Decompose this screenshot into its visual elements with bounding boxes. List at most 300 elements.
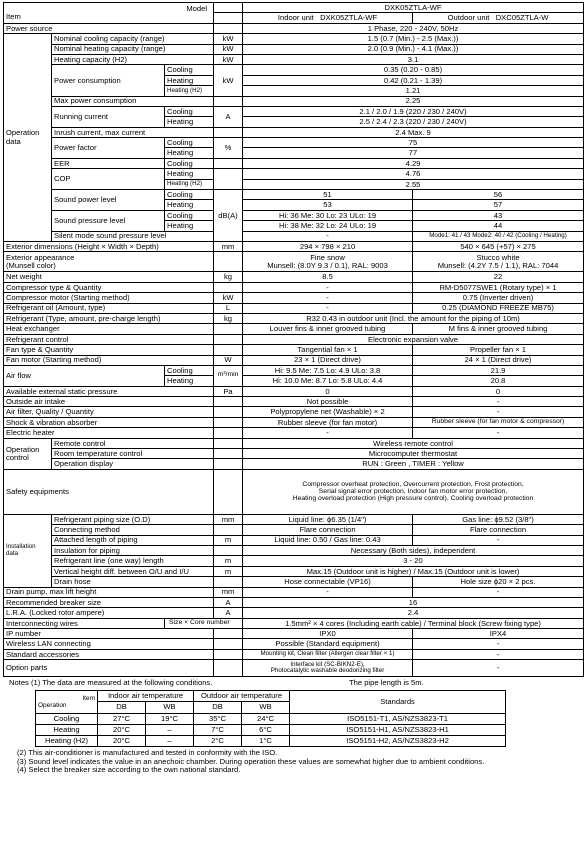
mode: Heating [165,117,214,127]
indoor-value: - [243,303,413,313]
label: Drain pump, max lift height [4,587,214,597]
mode: Cooling [165,210,214,220]
label: Outside air intake [4,397,214,407]
mode: Cooling [165,106,214,116]
label: Inrush current, max current [52,127,214,137]
indoor-value: 8.5 [243,272,413,282]
item-label: Item [6,11,21,21]
indoor-value: - [243,293,413,303]
outdoor-value: Propeller fan × 1 [413,345,584,355]
unit-header-2 [214,13,243,23]
l3: Heating overload protection (High pressure control), Cooling overload protection [292,495,534,503]
value: 4.29 [243,158,584,168]
label: Heat exchanger [4,324,214,334]
unit: Pa [214,386,243,396]
table-row [4,407,584,417]
table-row [4,629,584,639]
empty [214,252,243,272]
indoor-value [243,252,413,272]
label: Net weight [4,272,214,282]
unit: A [214,608,243,618]
note-4: (4) Select the breaker size according to the own national standard. [17,765,241,775]
l2: Serial signal error protection, Indoor fan motor error protection, [318,488,508,496]
label: Compressor motor (Starting method) [4,293,214,303]
cond-operation: Operation [38,701,67,709]
empty [214,23,243,33]
indoor-value: 23 × 1 (Direct drive) [243,355,413,365]
value: Electronic expansion valve [243,334,584,344]
table-row [36,735,506,746]
table-row [4,252,584,272]
cond-cell: 35°C [194,713,242,724]
empty [214,169,243,190]
empty [214,525,243,535]
table-row [4,231,584,241]
l2: Photocatalytic washable deodorizing filter [270,667,385,675]
value: Gas line: ϕ9.52 (3/8") [413,514,584,524]
value: 0.35 (0.20 - 0.85) [243,65,584,75]
label: Safety equipments [4,469,214,514]
unit [214,649,243,659]
value [243,469,584,514]
indoor-value: Not possible [243,397,413,407]
indoor-value: Possible (Standard equipment) [243,639,413,649]
unit: m [214,535,243,545]
mode: Heating [165,169,214,179]
value: 21.9 [413,365,584,375]
unit [214,428,243,438]
label: Air filter, Quality / Quantity [4,407,214,417]
label: Insulation for piping [52,545,214,555]
cond-wb: WB [146,702,194,714]
label: Silent mode sound pressure level [52,231,214,241]
table-row [4,138,584,148]
empty [214,158,243,168]
value: Max.15 (Outdoor unit is higher) / Max.15 (Outdoor unit is lower) [243,566,584,576]
value: Mode1: 41 / 43 Mode2: 40 / 42 (Cooling / Heating) [413,231,584,241]
label: Interconnecting wires [4,618,165,628]
indoor-value: Rubber sleeve (for fan motor) [243,417,413,427]
unit: mm [214,514,243,524]
table-row [4,639,584,649]
mode: Cooling [165,190,214,200]
label: Recommended breaker size [4,597,214,607]
outdoor-value [413,252,584,272]
cond-item: Item [82,694,95,702]
label: Running current [52,106,165,127]
outdoor-value: - [413,587,584,597]
empty [214,459,243,469]
table-row [4,34,584,44]
note-1b: The pipe length is 5m. [349,678,424,688]
table-row [4,660,584,677]
cond-cell: 7°C [194,724,242,735]
empty [214,545,243,555]
mode: Heating [165,75,214,85]
label: EER [52,158,165,168]
unit: m³/min [214,365,243,386]
outdoor-value: 24 × 1 (Direct drive) [413,355,584,365]
value: Liquid line: ϕ6.35 (1/4") [243,514,413,524]
indoor-value: Tangential fan × 1 [243,345,413,355]
unit: mm [214,241,243,251]
unit [214,282,243,292]
label: Max power consumption [52,96,214,106]
mode: Cooling [165,158,214,168]
unit: kW [214,293,243,303]
table-row [4,293,584,303]
value: 1.21 [243,86,584,96]
table-row [4,417,584,427]
op-control-label: Operation control [4,438,52,469]
table-row [36,713,506,724]
value: 20.8 [413,376,584,386]
value: 43 [413,210,584,220]
cond-cell: 27°C [98,713,146,724]
unit: kW [214,65,243,96]
label: Option parts [4,660,214,677]
label-2: (Munsell color) [6,260,56,270]
outdoor-value: RM-D5077SWE1 (Rotary type) × 1 [413,282,584,292]
outdoor-value: 0.25 (DIAMOND FREEZE MB75) [413,303,584,313]
unit [214,397,243,407]
indoor-value: Hose connectable (VP16) [243,577,413,587]
label: COP [52,169,165,190]
indoor-value: - [243,428,413,438]
install-label: Installation data [4,514,52,587]
indoor-value [243,660,413,677]
unit: m [214,556,243,566]
cond-db: DB [194,702,242,714]
cond-cell: 19°C [146,713,194,724]
model-label: Model [186,4,208,14]
in-1: Fine snow [310,252,345,262]
cond-standards: Standards [290,690,506,713]
unit [214,345,243,355]
label: Vertical height diff. between O/U and I/U [52,566,214,576]
indoor-value: 294 × 798 × 210 [243,241,413,251]
label: Sound power level [52,190,165,211]
unit: m [214,566,243,576]
cond-outdoor: Outdoor air temperature [194,690,290,702]
unit: A [214,106,243,127]
value: Necessary (Both sides), independent [243,545,584,555]
table-row [4,397,584,407]
unit: kg [214,313,243,323]
mode: Cooling [165,65,214,75]
label: Shock & vibration absorber [4,417,214,427]
unit: dB(A) [214,190,243,242]
table-row [4,535,584,545]
mode: Heating (H2) [165,179,214,189]
cond-cell: Heating [36,724,98,735]
unit: kW [214,54,243,64]
cond-cell: – [146,735,194,746]
cond-cell: 6°C [242,724,290,735]
out-1: Stucco white [476,252,520,262]
operation-data-label: Operation data [4,34,52,242]
indoor-value: IPX0 [243,629,413,639]
label: Standard accessories [4,649,214,659]
table-row [4,545,584,555]
value: 2.0 (0.9 (Min.) - 4.1 (Max.)) [243,44,584,54]
unit-header [214,3,243,13]
unit [214,639,243,649]
label: Power consumption [52,65,165,96]
out-2: Munsell: (4.2Y 7.5 / 1.1), RAL: 7044 [437,260,559,270]
value: Liquid line: 0.50 / Gas line: 0.43 [243,535,413,545]
empty [214,660,243,677]
indoor-header [243,13,413,23]
table-row [4,334,584,344]
table-row [4,618,584,628]
table-row [4,345,584,355]
cond-cell: 24°C [242,713,290,724]
unit [214,629,243,639]
in-2: Munsell: (8.0Y 9.3 / 0.1), RAL: 9003 [267,260,388,270]
value: 2.55 [243,179,584,189]
table-row [4,566,584,576]
spec-sheet [3,2,583,775]
cond-cell: Heating (H2) [36,735,98,746]
label: Refrigerant oil (Amount, type) [4,303,214,313]
value: 57 [413,200,584,210]
label: Sound pressure level [52,210,165,231]
table-row [4,597,584,607]
power-source-value: 1 Phase, 220 - 240V, 50Hz [243,23,584,33]
mode: Heating [165,221,214,231]
table-row [4,469,584,514]
value: 1.5mm² × 4 cores (Including earth cable) / Terminal block (Screw fixing type) [243,618,584,628]
table-row [4,313,584,323]
value: 2.1 / 2.0 / 1.9 (220 / 230 / 240V) [243,106,584,116]
label: Drain hose [52,577,214,587]
unit: A [214,597,243,607]
value: 1.5 (0.7 (Min.) - 2.5 (Max.)) [243,34,584,44]
cond-db: DB [98,702,146,714]
note-3: (3) Sound level indicates the value in an anechoic chamber. During operation these values are somewhat higher due to ambient conditions. [17,756,485,766]
cond-cell: 2°C [194,735,242,746]
indoor-value: Louver fins & inner grooved tubing [243,324,413,334]
unit: mm [214,587,243,597]
model-value: DXK05ZTLA-WF [243,3,584,13]
cond-cell: 1°C [242,735,290,746]
l1: Interface kit (SC-BIKN2-E), [290,660,365,668]
cond-cell: Cooling [36,713,98,724]
outdoor-value: 540 × 645 (+57) × 275 [413,241,584,251]
table-row [36,724,506,735]
label: L.R.A. (Locked rotor ampere) [4,608,214,618]
table-row [4,303,584,313]
conditions-table [35,690,506,747]
label: Air flow [4,365,165,386]
label: Refrigerant control [4,334,214,344]
mode: Heating [165,376,214,386]
cond-cell: ISO5151-H1, AS/NZS3823-H1 [290,724,506,735]
outdoor-model: DXC05ZTLA-W [495,13,549,23]
empty [214,438,243,448]
value: Hi: 36 Me: 30 Lo: 23 ULo: 19 [243,210,413,220]
label: Electric heater [4,428,214,438]
outdoor-value: - [413,649,584,659]
table-row [4,556,584,566]
value: Hi: 9.5 Me: 7.5 Lo: 4.9 ULo: 3.8 [243,365,413,375]
cond-wb: WB [242,702,290,714]
value: 2.5 / 2.4 / 2.3 (220 / 230 / 240V) [243,117,584,127]
unit: kW [214,34,243,44]
outdoor-value: Rubber sleeve (for fan motor & compressor) [413,417,584,427]
value: 2.25 [243,96,584,106]
mode: Cooling [165,365,214,375]
value: 2.4 Max. 9 [243,127,584,137]
value: 0.42 (0.21 - 1.39) [243,75,584,85]
note-2: (2) This air-conditioner is manufactured and tested in conformity with the ISO. [17,747,278,757]
value: 77 [243,148,584,158]
table-row [4,282,584,292]
table-row [4,3,584,13]
value: 51 [243,190,413,200]
value: 2.4 [243,608,584,618]
label: Connecting method [52,525,214,535]
cond-cell: ISO5151-H2, AS/NZS3823-H2 [290,735,506,746]
outdoor-value: M fins & inner grooved tubing [413,324,584,334]
mode: Heating (H2) [165,86,214,96]
table-row [4,127,584,137]
notes [3,679,583,775]
indoor-value: Mounting kit, Clean filter (Allergen clear filter × 1) [243,649,413,659]
empty [214,449,243,459]
label: Remote control [52,438,214,448]
label: Nominal heating capacity (range) [52,44,214,54]
outdoor-value: Hole size ϕ20 × 2 pcs. [413,577,584,587]
value: Hi: 38 Me: 32 Lo: 24 ULo: 19 [243,221,413,231]
table-row [4,210,584,220]
table-row [4,428,584,438]
table-row [4,169,584,179]
cond-cell: ISO5151-T1, AS/NZS3823-T1 [290,713,506,724]
table-row [4,190,584,200]
label [4,252,214,272]
table-row [4,577,584,587]
table-row [4,459,584,469]
value: 16 [243,597,584,607]
indoor-value: - [243,282,413,292]
indoor-value: Polypropylene net (Washable) × 2 [243,407,413,417]
unit: L [214,303,243,313]
outdoor-value: - [413,535,584,545]
outdoor-header [413,13,584,23]
label: Available external static pressure [4,386,214,396]
header-corner [4,3,214,24]
unit: W [214,355,243,365]
outdoor-value: 0 [413,386,584,396]
table-row [4,525,584,535]
empty [214,577,243,587]
label: IP number [4,629,214,639]
sub-label: Size × Core number [165,618,243,628]
indoor-model: DXK05ZTLA-WF [320,13,378,23]
table-row [4,449,584,459]
value: 3 - 20 [243,556,584,566]
table-row [4,587,584,597]
value: 53 [243,200,413,210]
outdoor-value: - [413,407,584,417]
empty [214,127,243,137]
note-1: Notes (1) The data are measured at the following conditions. [9,678,213,688]
value: Hi: 10.0 Me: 8.7 Lo: 5.8 ULo: 4.4 [243,376,413,386]
mode: Cooling [165,138,214,148]
value: 44 [413,221,584,231]
label: Refrigerant (Type, amount, pre-charge length) [4,313,214,323]
cond-indoor: Indoor air temperature [98,690,194,702]
outdoor-value: IPX4 [413,629,584,639]
label: Operation display [52,459,214,469]
unit: % [214,138,243,159]
table-row [4,608,584,618]
unit [214,324,243,334]
label: Heating capacity (H2) [52,54,214,64]
cond-cell: – [146,724,194,735]
outdoor-value: Flare connection [413,525,584,535]
table-row [4,23,584,33]
value: RUN : Green , TIMER : Yellow [243,459,584,469]
indoor-value: Flare connection [243,525,413,535]
cond-cell: 20°C [98,735,146,746]
label: Wireless LAN connecting [4,639,214,649]
label: Compressor type & Quantity [4,282,214,292]
label: Nominal cooling capacity (range) [52,34,214,44]
value: R32 0.43 in outdoor unit (Incl. the amount for the piping of 10m) [243,313,584,323]
unit [214,334,243,344]
label: Room temperature control [52,449,214,459]
cond-cell: 20°C [98,724,146,735]
power-source-label: Power source [4,23,214,33]
outdoor-value: 0.75 (Inverter driven) [413,293,584,303]
label-1: Exterior appearance [6,252,75,262]
empty [214,96,243,106]
indoor-label: Indoor unit [277,13,314,23]
table-row [4,65,584,75]
value: 4.76 [243,169,584,179]
value: Wireless remote control [243,438,584,448]
table-row [4,54,584,64]
value: 75 [243,138,584,148]
table-row [4,106,584,116]
outdoor-label: Outdoor unit [447,13,490,23]
outdoor-value: 22 [413,272,584,282]
table-row [4,438,584,448]
table-row [4,365,584,375]
table-row [4,355,584,365]
indoor-value: 0 [243,386,413,396]
empty [214,469,243,514]
mode: Heating [165,148,214,158]
label: Refrigerant line (one way) length [52,556,214,566]
l1: Compressor overheat protection, Overcurrent protection, Frost protection, [302,480,524,488]
value: 3.1 [243,54,584,64]
label: Refrigerant piping size (O.D) [52,514,214,524]
table-row [4,241,584,251]
table-row [4,324,584,334]
table-row [4,514,584,524]
table-row [4,272,584,282]
outdoor-value: - [413,428,584,438]
table-row [4,649,584,659]
label: Fan motor (Starting method) [4,355,214,365]
cond-corner [36,690,98,713]
label: Exterior dimensions (Height × Width × Depth) [4,241,214,251]
outdoor-value: - [413,397,584,407]
